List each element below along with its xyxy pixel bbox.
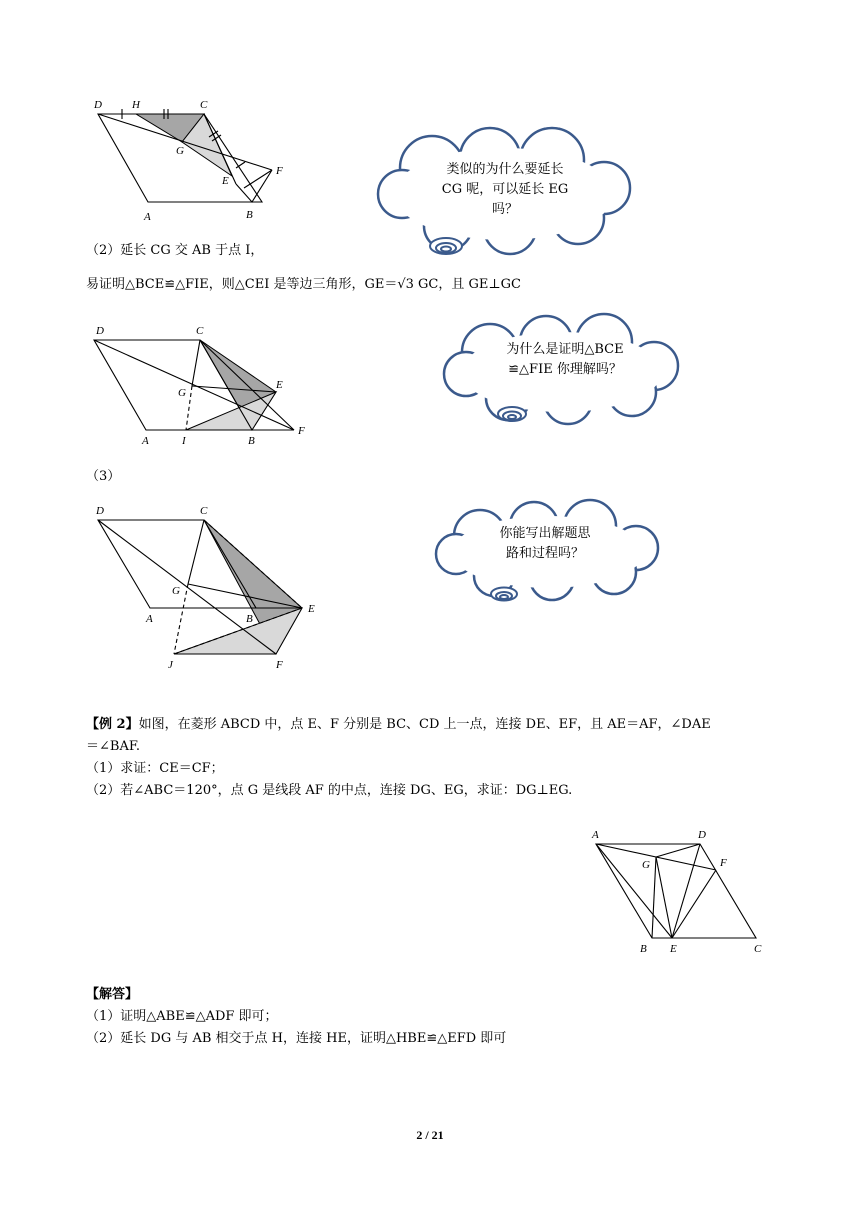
segment bbox=[656, 844, 700, 857]
label-d: D bbox=[96, 505, 104, 517]
label-c: C bbox=[196, 325, 204, 337]
label-c: C bbox=[754, 943, 762, 955]
example-2-question-2: （2）若∠ABC＝120°，点 G 是线段 AF 的中点，连接 DG、EG，求证：DG⊥EG. bbox=[86, 783, 573, 798]
label-b: B bbox=[640, 943, 647, 955]
label-g: G bbox=[642, 859, 650, 871]
segment bbox=[672, 870, 716, 938]
bubble-line: 路和过程吗？ bbox=[505, 546, 584, 561]
bubble-line: 为什么是证明△BCE bbox=[506, 342, 624, 357]
label-d: D bbox=[94, 99, 102, 111]
segment bbox=[188, 520, 204, 584]
label-e: E bbox=[308, 603, 315, 615]
label-e: E bbox=[222, 175, 229, 187]
label-h: H bbox=[132, 99, 140, 111]
bubble-line: 类似的为什么要延长 bbox=[446, 162, 564, 177]
figure-3 bbox=[86, 500, 326, 672]
part-2-statement: 易证明△BCE≌△FIE，则△CEI 是等边三角形，GE＝√3 GC，且 GE⊥GC bbox=[86, 277, 521, 292]
example-tag: 【例 2】 bbox=[86, 717, 139, 732]
label-b: B bbox=[248, 435, 255, 447]
bubble-1-text bbox=[410, 160, 600, 220]
label-a: A bbox=[146, 613, 153, 625]
dashed-segment bbox=[186, 386, 192, 430]
label-g: G bbox=[178, 387, 186, 399]
segment bbox=[652, 857, 656, 938]
label-b: B bbox=[246, 209, 253, 221]
label-j: J bbox=[168, 659, 173, 671]
answer-1: （1）证明△ABE≌△ADF 即可； bbox=[86, 1009, 278, 1024]
bubble-line: ≌△FIE 你理解吗？ bbox=[508, 362, 622, 377]
segment bbox=[236, 170, 272, 202]
part-3-heading: （3） bbox=[86, 469, 121, 484]
bubble-3-text bbox=[470, 524, 620, 564]
label-a: A bbox=[144, 211, 151, 223]
segment bbox=[192, 340, 200, 386]
figure-1 bbox=[86, 92, 286, 224]
label-c: C bbox=[200, 505, 208, 517]
bubble-line: 你能写出解题思 bbox=[499, 526, 591, 541]
label-i: I bbox=[182, 435, 186, 447]
example-2-line-1 bbox=[86, 716, 711, 734]
page-number: 2 / 21 bbox=[416, 1128, 444, 1142]
segment bbox=[656, 857, 672, 938]
label-a: A bbox=[592, 829, 599, 841]
part-2-heading: （2）延长 CG 交 AB 于点 I， bbox=[86, 243, 264, 258]
bubble-line: CG 呢，可以延长 EG bbox=[441, 182, 569, 197]
bubble-line: 吗？ bbox=[491, 202, 518, 217]
bubble-2-text bbox=[470, 340, 660, 380]
example-2-line-2: ＝∠BAF. bbox=[86, 739, 140, 754]
answer-2: （2）延长 DG 与 AB 相交于点 H，连接 HE，证明△HBE≌△EFD 即可 bbox=[86, 1031, 507, 1046]
label-d: D bbox=[96, 325, 104, 337]
label-f: F bbox=[276, 165, 283, 177]
label-e: E bbox=[670, 943, 677, 955]
label-f: F bbox=[276, 659, 283, 671]
shaded-triangle bbox=[186, 392, 276, 430]
label-f: F bbox=[720, 857, 727, 869]
answer-heading: 【解答】 bbox=[86, 987, 139, 1002]
figure-2 bbox=[86, 320, 316, 450]
label-f: F bbox=[298, 425, 305, 437]
label-b: B bbox=[246, 613, 253, 625]
example-2-question-1: （1）求证：CE＝CF； bbox=[86, 761, 224, 776]
label-c: C bbox=[200, 99, 208, 111]
label-g: G bbox=[176, 145, 184, 157]
label-d: D bbox=[698, 829, 706, 841]
example-text: 如图，在菱形 ABCD 中，点 E、F 分别是 BC、CD 上一点，连接 DE、EF，且 AE＝AF，∠DAE bbox=[138, 717, 711, 732]
label-e: E bbox=[276, 379, 283, 391]
figure-4 bbox=[588, 824, 768, 958]
label-a: A bbox=[142, 435, 149, 447]
label-g: G bbox=[172, 585, 180, 597]
segment bbox=[672, 844, 700, 938]
